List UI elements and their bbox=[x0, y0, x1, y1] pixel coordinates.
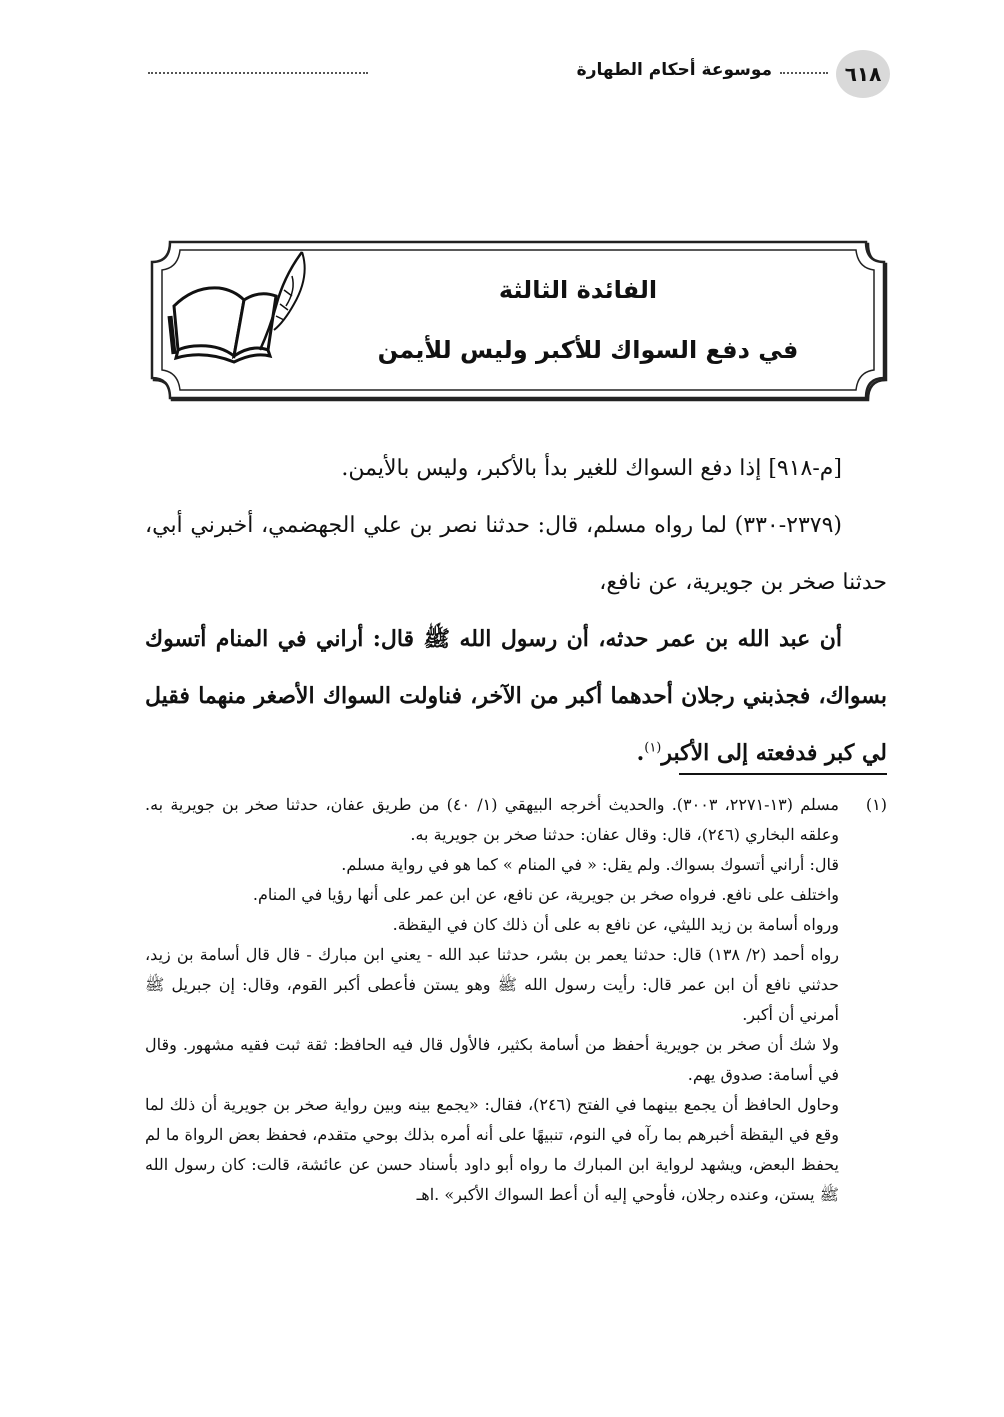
footnote-number: (١) bbox=[865, 795, 887, 814]
footnote-paragraph: واختلف على نافع. فرواه صخر بن جويرية، عن نافع، عن ابن عمر على أنها رؤيا في المنام. bbox=[252, 885, 839, 904]
footnote-body bbox=[145, 790, 839, 1210]
book-quill-icon bbox=[164, 246, 314, 366]
hadith-paragraph bbox=[145, 611, 887, 782]
chapter-subtitle: في دفع السواك للأكبر وليس للأيمن bbox=[377, 336, 799, 364]
header-dotted-rule-right bbox=[780, 72, 828, 74]
footnote-paragraph: وحاول الحافظ أن يجمع بينهما في الفتح (٢٤٦)، فقال: «يجمع بينه وبين رواية صخر بن جويرية أن ذلك لما وقع في اليقظة أخبرهم بما رآه في النوم، تنبيهًا على أنه أمره بذلك بوحي متقدم، فحفظ بعض الرواة ما لم يحفظ البعض، ويشهد لرواية ابن المبارك ما رواه أبو داود بأسناد حسن عن عائشة، قالت: كان رسول الله ﷺ يستن، وعنده رجلان، فأوحي إليه أن أعط السواك الأكبر» .اهـ bbox=[145, 1095, 839, 1204]
footnote-reference[interactable]: (١) bbox=[644, 740, 662, 756]
footnotes-section bbox=[145, 790, 887, 1210]
footnote-separator bbox=[679, 773, 887, 775]
footnote-paragraph: رواه أحمد (٢/ ١٣٨) قال: حدثنا يعمر بن بشر، حدثنا عبد الله - يعني ابن مبارك - قال قال أسامة بن زيد، حدثني نافع أن ابن عمر قال: رأيت رسول الله ﷺ وهو يستن فأعطى أكبر القوم، وقال: إن جبريل ﷺ أمرني أن أكبر. bbox=[145, 945, 839, 1024]
footnote-paragraph: قال: أراني أتسوك بسواك. ولم يقل: « في المنام » كما هو في رواية مسلم. bbox=[341, 855, 839, 874]
main-text bbox=[145, 440, 887, 782]
footnote-paragraph: ولا شك أن صخر بن جويرية أحفظ من أسامة بكثير، فالأول قال فيه الحافظ: ثقة ثبت فقيه مشهور. وقال في أسامة: صدوق يهم. bbox=[145, 1035, 839, 1084]
rule-statement: [م-٩١٨] إذا دفع السواك للغير بدأ بالأكبر، وليس بالأيمن. bbox=[341, 456, 842, 481]
page-number: ٦١٨ bbox=[836, 50, 890, 98]
page-header bbox=[140, 50, 890, 98]
chapter-heading-box bbox=[148, 238, 888, 402]
hadith-text: أن عبد الله بن عمر حدثه، أن رسول الله ﷺ قال: أراني في المنام أتسوك بسواك، فجذبني رجلان أحدهما أكبر من الآخر، فناولت السواك الأصغر منهما فقيل لي كبر فدفعته إلى الأكبر bbox=[145, 626, 887, 766]
footnote-paragraph: ورواه أسامة بن زيد الليثي، عن نافع به على أن ذلك كان في اليقظة. bbox=[392, 915, 839, 934]
footnote-paragraph: مسلم (١٣-٢٢٧١، ٣٠٠٣). والحديث أخرجه البيهقي (١/ ٤٠) من طريق عفان، حدثنا صخر بن جويرية به. وعلقه البخاري (٢٤٦)، قال: وقال عفان: حدثنا صخر بن جويرية به. bbox=[145, 795, 839, 844]
chapter-title: الفائدة الثالثة bbox=[498, 276, 658, 304]
hadith-end: . bbox=[636, 740, 645, 766]
book-title: موسوعة أحكام الطهارة bbox=[576, 60, 772, 80]
isnad-paragraph: (٢٣٧٩-٣٣٠) لما رواه مسلم، قال: حدثنا نصر بن علي الجهضمي، أخبرني أبي، حدثنا صخر بن جويرية، عن نافع، bbox=[145, 513, 887, 595]
header-dotted-rule-left bbox=[148, 72, 368, 74]
